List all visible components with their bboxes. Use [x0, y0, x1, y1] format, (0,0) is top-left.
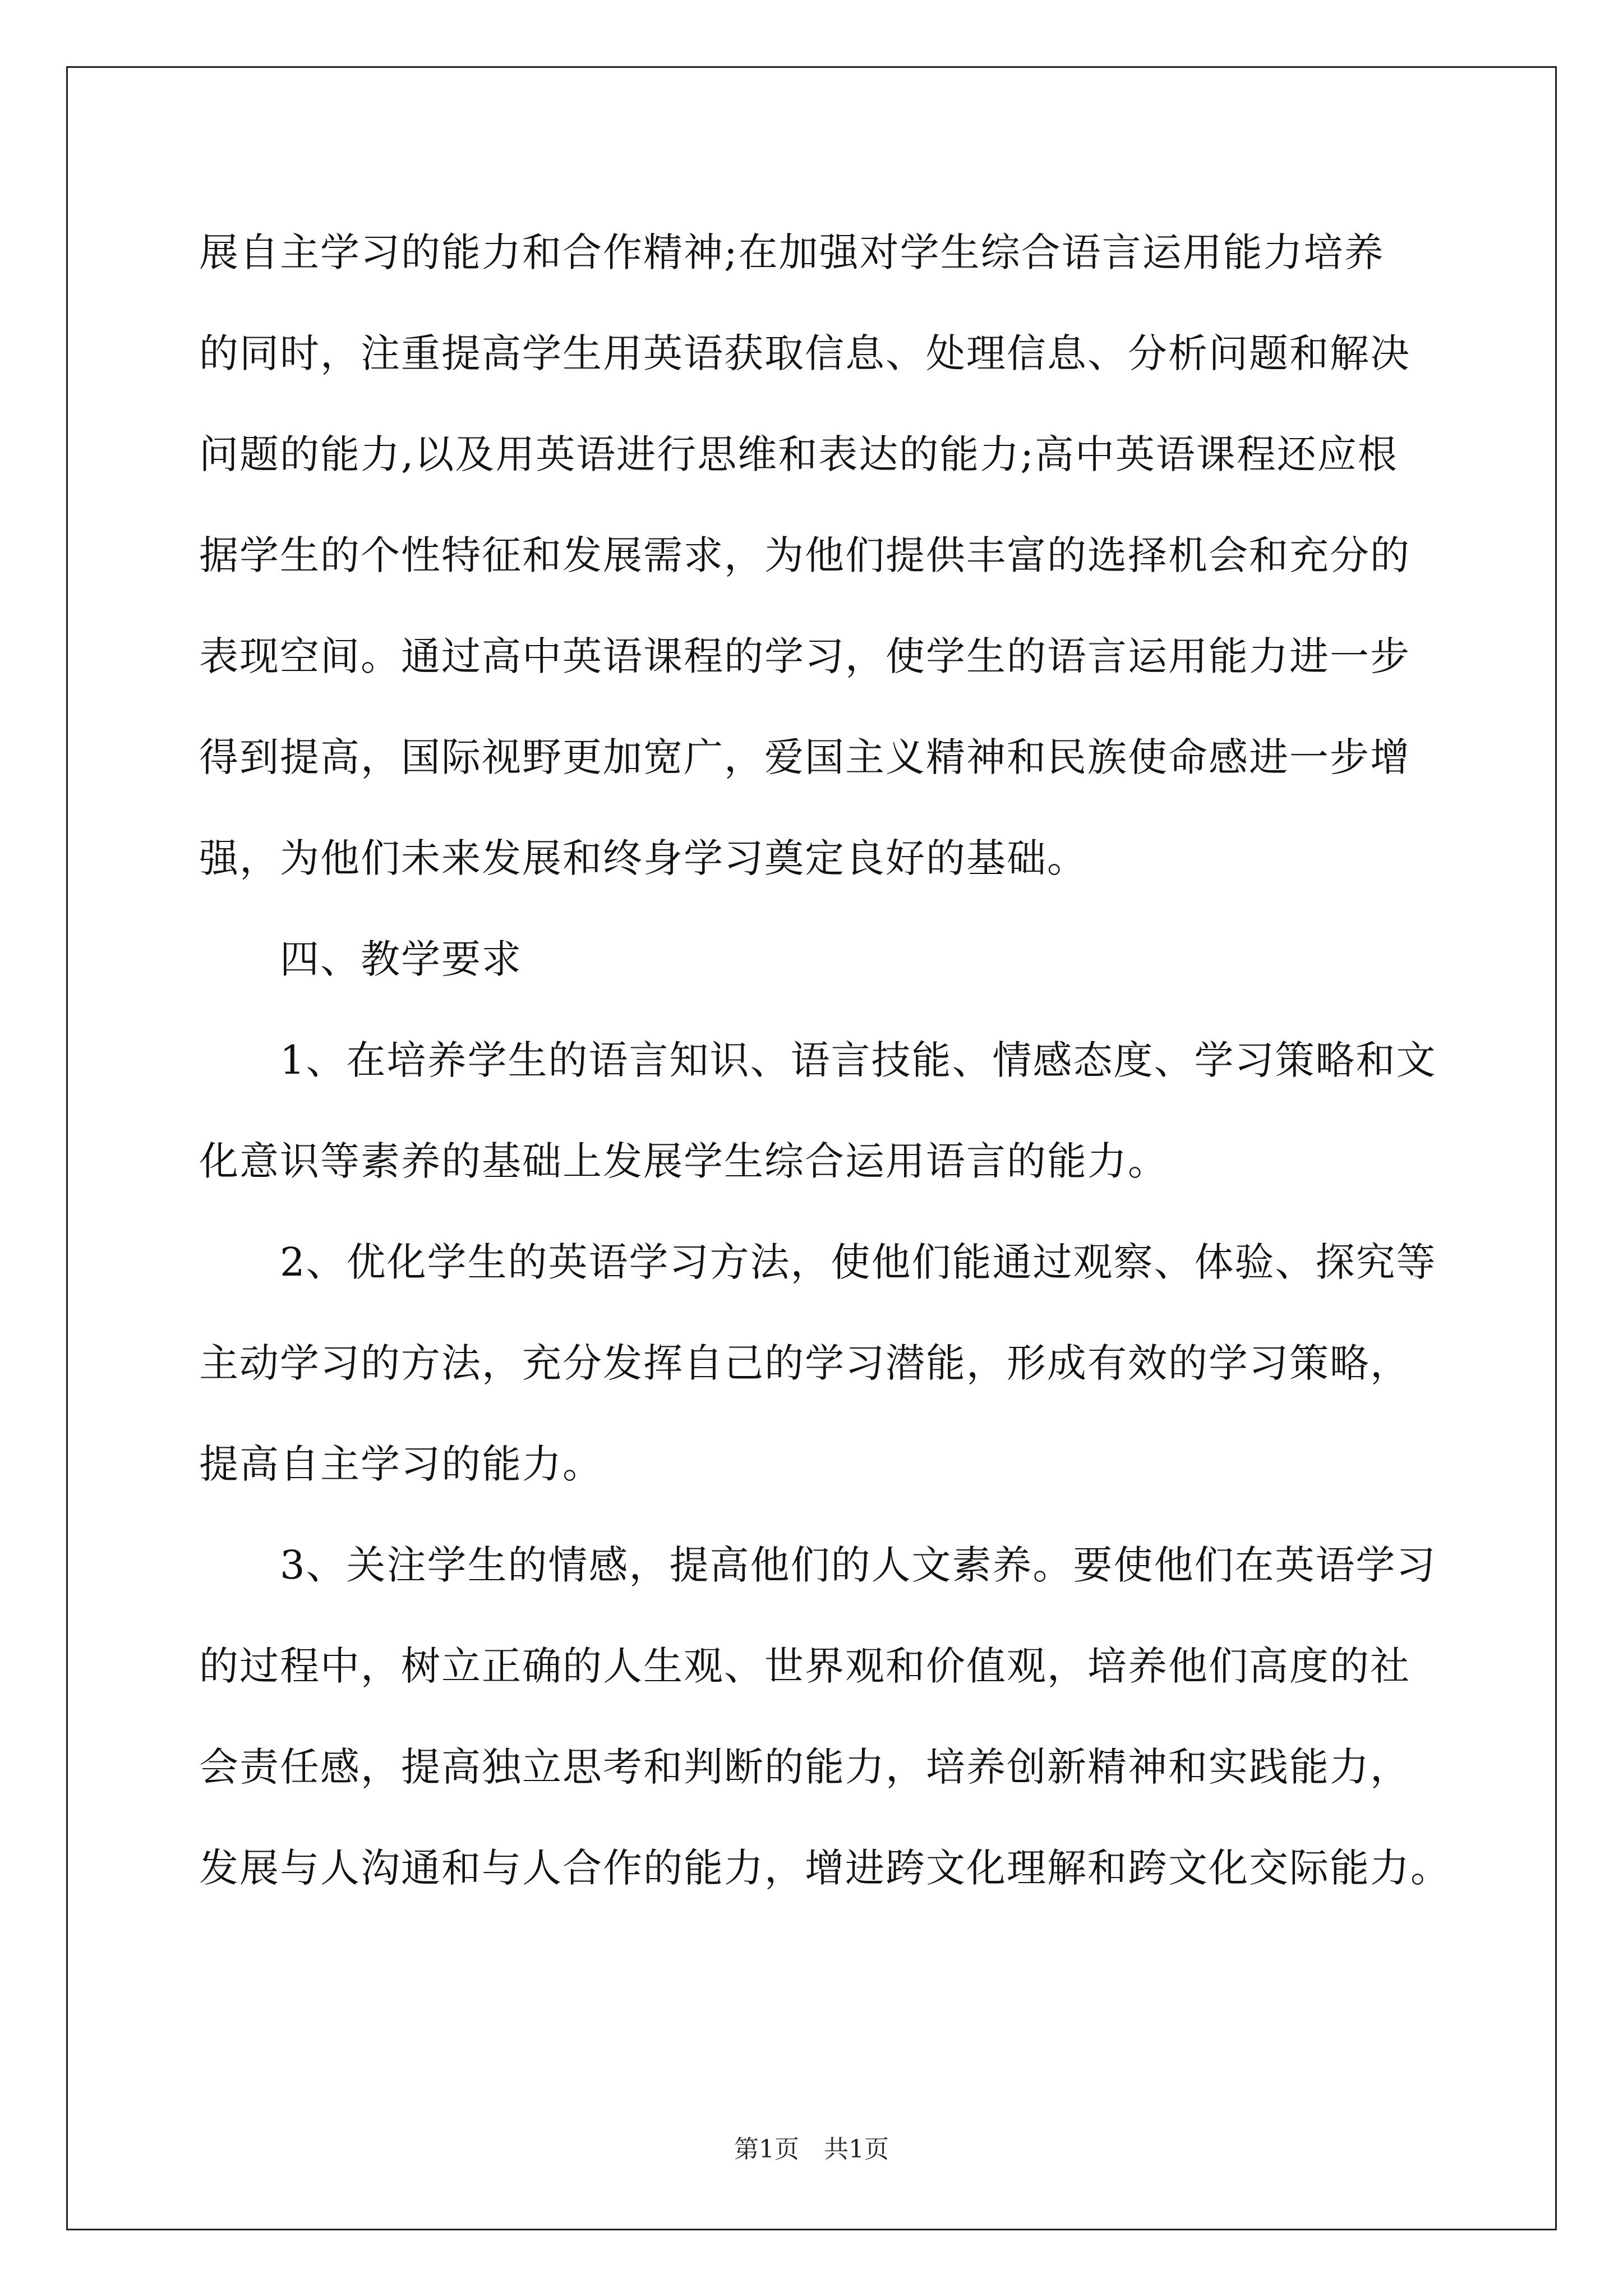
text-line: 3、关注学生的情感，提高他们的人文素养。要使他们在英语学习: [280, 1542, 1437, 1588]
text-line: 化意识等素养的基础上发展学生综合运用语言的能力。: [199, 1138, 1168, 1184]
text-line: 提高自主学习的能力。: [199, 1441, 603, 1487]
text-line: 主动学习的方法，充分发挥自己的学习潜能，形成有效的学习策略，: [199, 1340, 1410, 1386]
text-line: 表现空间。通过高中英语课程的学习，使学生的语言运用能力进一步: [199, 633, 1410, 679]
text-line: 展自主学习的能力和合作精神;在加强对学生综合语言运用能力培养: [199, 229, 1385, 275]
text-line: 会责任感，提高独立思考和判断的能力，培养创新精神和实践能力，: [199, 1744, 1410, 1790]
text-line: 1、在培养学生的语言知识、语言技能、情感态度、学习策略和文: [280, 1037, 1437, 1083]
text-line: 得到提高，国际视野更加宽广，爱国主义精神和民族使命感进一步增: [199, 734, 1410, 780]
text-line: 的过程中，树立正确的人生观、世界观和价值观，培养他们高度的社: [199, 1643, 1410, 1689]
text-line: 的同时，注重提高学生用英语获取信息、处理信息、分析问题和解决: [199, 330, 1410, 376]
document-body: [199, 216, 1451, 1932]
text-line: 发展与人沟通和与人合作的能力，增进跨文化理解和跨文化交际能力。: [199, 1845, 1451, 1891]
page-footer: 第1页 共1页: [734, 2135, 889, 2164]
text-line: 四、教学要求: [280, 936, 522, 982]
text-line: 问题的能力,以及用英语进行思维和表达的能力;高中英语课程还应根: [199, 431, 1398, 477]
text-line: 强，为他们未来发展和终身学习奠定良好的基础。: [199, 835, 1087, 881]
text-line: 据学生的个性特征和发展需求，为他们提供丰富的选择机会和充分的: [199, 532, 1410, 578]
text-line: 2、优化学生的英语学习方法，使他们能通过观察、体验、探究等: [280, 1239, 1437, 1285]
